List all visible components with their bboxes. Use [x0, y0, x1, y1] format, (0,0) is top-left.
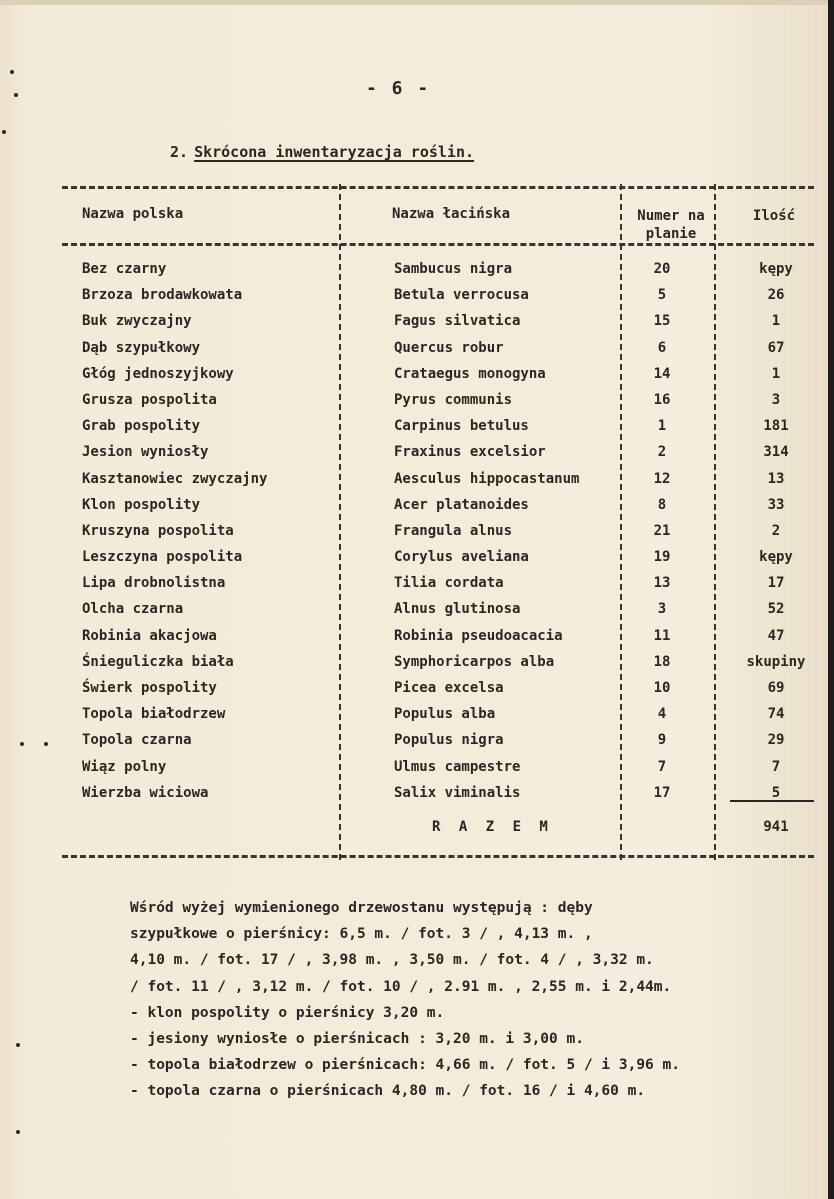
cell-quantity: 74: [767, 706, 785, 723]
cell-plan-number: 14: [653, 365, 671, 382]
cell-polish-name: Olcha czarna: [82, 601, 184, 618]
table-row: [62, 704, 814, 730]
table-row: [62, 573, 814, 599]
cell-quantity: 26: [767, 287, 785, 304]
punch-hole-mark: [20, 742, 24, 746]
page-edge-shadow: [828, 0, 834, 1199]
table-row: [62, 547, 814, 573]
table-row: [62, 626, 814, 652]
cell-latin-name: Quercus robur: [394, 339, 504, 356]
header-polish-name: Nazwa polska: [82, 206, 184, 222]
cell-quantity: 52: [767, 601, 785, 618]
cell-latin-name: Corylus aveliana: [394, 549, 529, 566]
cell-plan-number: 16: [653, 391, 671, 408]
cell-latin-name: Symphoricarpos alba: [394, 653, 555, 670]
header-plan-number: Numer na planie: [637, 208, 705, 242]
cell-polish-name: Lipa drobnolistna: [82, 575, 226, 592]
cell-latin-name: Acer platanoides: [394, 496, 529, 513]
paragraph-line: szypułkowe o pierśnicy: 6,5 m. / fot. 3 / , 4,13 m. ,: [130, 926, 593, 943]
punch-hole-mark: [16, 1130, 20, 1134]
cell-plan-number: 1: [657, 418, 667, 435]
cell-polish-name: Głóg jednoszyjkowy: [82, 365, 234, 382]
section-heading: [170, 143, 474, 161]
paragraph-line: / fot. 11 / , 3,12 m. / fot. 10 / , 2.91 m. , 2,55 m. i 2,44m.: [130, 978, 672, 995]
cell-quantity: 29: [767, 732, 785, 749]
cell-plan-number: 10: [653, 680, 671, 696]
cell-quantity: 5: [771, 784, 781, 801]
cell-polish-name: Śnieguliczka biała: [82, 653, 234, 670]
cell-latin-name: Salix viminalis: [394, 784, 521, 801]
cell-latin-name: Populus nigra: [394, 732, 504, 749]
punch-hole-mark: [2, 130, 6, 134]
cell-quantity: kępy: [759, 261, 793, 277]
punch-hole-mark: [16, 1043, 20, 1047]
cell-plan-number: 21: [653, 522, 671, 539]
cell-quantity: 1: [771, 313, 781, 330]
cell-latin-name: Ulmus campestre: [394, 758, 521, 775]
paragraph-line: - klon pospolity o pierśnicy 3,20 m.: [130, 1004, 445, 1021]
cell-latin-name: Tilia cordata: [394, 575, 504, 592]
cell-plan-number: 11: [653, 627, 671, 644]
cell-quantity: 314: [763, 444, 789, 461]
table-row: [62, 469, 814, 495]
table-row: [62, 390, 814, 416]
cell-plan-number: 8: [657, 496, 667, 513]
header-quantity: Ilość: [752, 208, 796, 224]
cell-plan-number: 7: [657, 758, 667, 775]
table-header-rule: [62, 243, 814, 246]
cell-polish-name: Bez czarny: [82, 261, 167, 277]
section-title: Skrócona inwentaryzacja roślin.: [194, 143, 475, 161]
top-edge-strip: [0, 0, 834, 5]
cell-quantity: 7: [771, 758, 781, 775]
cell-polish-name: Klon pospolity: [82, 496, 201, 513]
table-row: [62, 442, 814, 468]
table-row: [62, 678, 814, 704]
cell-plan-number: 18: [653, 653, 671, 670]
total-value: 941: [763, 819, 789, 835]
cell-polish-name: Kasztanowiec zwyczajny: [82, 470, 268, 487]
table-bottom-rule: [62, 855, 814, 858]
cell-plan-number: 2: [657, 444, 667, 461]
cell-latin-name: Carpinus betulus: [394, 418, 529, 435]
cell-quantity: 67: [767, 339, 785, 356]
cell-quantity: 3: [771, 391, 781, 408]
cell-latin-name: Fagus silvatica: [394, 313, 521, 330]
cell-quantity: 13: [767, 470, 785, 487]
paragraph-line: Wśród wyżej wymienionego drzewostanu występują : dęby: [130, 900, 593, 916]
cell-latin-name: Frangula alnus: [394, 522, 513, 539]
cell-latin-name: Pyrus communis: [394, 391, 513, 408]
cell-quantity: 69: [767, 680, 785, 696]
plant-inventory-table: [62, 178, 814, 863]
cell-plan-number: 20: [653, 261, 671, 277]
cell-polish-name: Buk zwyczajny: [82, 313, 192, 330]
cell-polish-name: Kruszyna pospolita: [82, 522, 234, 539]
table-row: [62, 783, 814, 809]
header-latin-name: Nazwa łacińska: [392, 206, 511, 222]
cell-latin-name: Crataegus monogyna: [394, 365, 546, 382]
cell-polish-name: Leszczyna pospolita: [82, 549, 243, 566]
cell-polish-name: Grusza pospolita: [82, 391, 217, 408]
cell-polish-name: Robinia akacjowa: [82, 627, 217, 644]
cell-latin-name: Picea excelsa: [394, 680, 504, 696]
notes-paragraph: [130, 898, 790, 1108]
cell-polish-name: Topola czarna: [82, 732, 192, 749]
paragraph-line: - jesiony wyniosłe o pierśnicach : 3,20 m. i 3,00 m.: [130, 1030, 584, 1047]
cell-polish-name: Jesion wyniosły: [82, 444, 209, 461]
cell-latin-name: Robinia pseudoacacia: [394, 627, 563, 644]
cell-latin-name: Sambucus nigra: [394, 261, 513, 277]
cell-plan-number: 19: [653, 549, 671, 566]
table-row: [62, 259, 814, 285]
cell-polish-name: Wierzba wiciowa: [82, 784, 209, 801]
cell-quantity: 17: [767, 575, 785, 592]
cell-polish-name: Wiąz polny: [82, 758, 167, 775]
punch-hole-mark: [14, 93, 18, 97]
table-row: [62, 730, 814, 756]
sum-rule: [730, 800, 814, 802]
table-row: [62, 757, 814, 783]
cell-plan-number: 3: [657, 601, 667, 618]
cell-plan-number: 12: [653, 470, 671, 487]
cell-plan-number: 6: [657, 339, 667, 356]
cell-quantity: 181: [763, 418, 789, 435]
paragraph-line: - topola białodrzew o pierśnicach: 4,66 m. / fot. 5 / i 3,96 m.: [130, 1057, 680, 1074]
table-body: [62, 259, 814, 809]
cell-quantity: kępy: [759, 549, 793, 566]
table-top-rule: [62, 186, 814, 189]
cell-plan-number: 15: [653, 313, 671, 330]
total-label: R A Z E M: [432, 819, 553, 835]
punch-hole-mark: [10, 70, 14, 74]
cell-quantity: 47: [767, 627, 785, 644]
cell-polish-name: Grab pospolity: [82, 418, 201, 435]
punch-hole-mark: [44, 742, 48, 746]
cell-quantity: 2: [771, 522, 781, 539]
cell-quantity: skupiny: [746, 653, 806, 670]
cell-latin-name: Alnus glutinosa: [394, 601, 521, 618]
table-row: [62, 652, 814, 678]
paragraph-line: - topola czarna o pierśnicach 4,80 m. / fot. 16 / i 4,60 m.: [130, 1083, 646, 1100]
cell-polish-name: Topola białodrzew: [82, 706, 226, 723]
table-row: [62, 285, 814, 311]
table-row: [62, 338, 814, 364]
cell-quantity: 33: [767, 496, 785, 513]
cell-latin-name: Fraxinus excelsior: [394, 444, 546, 461]
cell-latin-name: Populus alba: [394, 706, 496, 723]
cell-polish-name: Brzoza brodawkowata: [82, 287, 243, 304]
cell-polish-name: Świerk pospolity: [82, 680, 217, 696]
table-row: [62, 599, 814, 625]
cell-latin-name: Betula verrocusa: [394, 287, 529, 304]
page-number: - 6 -: [366, 78, 431, 99]
table-row: [62, 416, 814, 442]
table-row: [62, 364, 814, 390]
table-row: [62, 521, 814, 547]
cell-quantity: 1: [771, 365, 781, 382]
cell-latin-name: Aesculus hippocastanum: [394, 470, 580, 487]
cell-polish-name: Dąb szypułkowy: [82, 339, 201, 356]
section-number: 2.: [170, 143, 189, 161]
cell-plan-number: 5: [657, 287, 667, 304]
table-row: [62, 311, 814, 337]
cell-plan-number: 9: [657, 732, 667, 749]
table-row: [62, 495, 814, 521]
cell-plan-number: 13: [653, 575, 671, 592]
cell-plan-number: 17: [653, 784, 671, 801]
paragraph-line: 4,10 m. / fot. 17 / , 3,98 m. , 3,50 m. / fot. 4 / , 3,32 m.: [130, 952, 654, 969]
cell-plan-number: 4: [657, 706, 667, 723]
